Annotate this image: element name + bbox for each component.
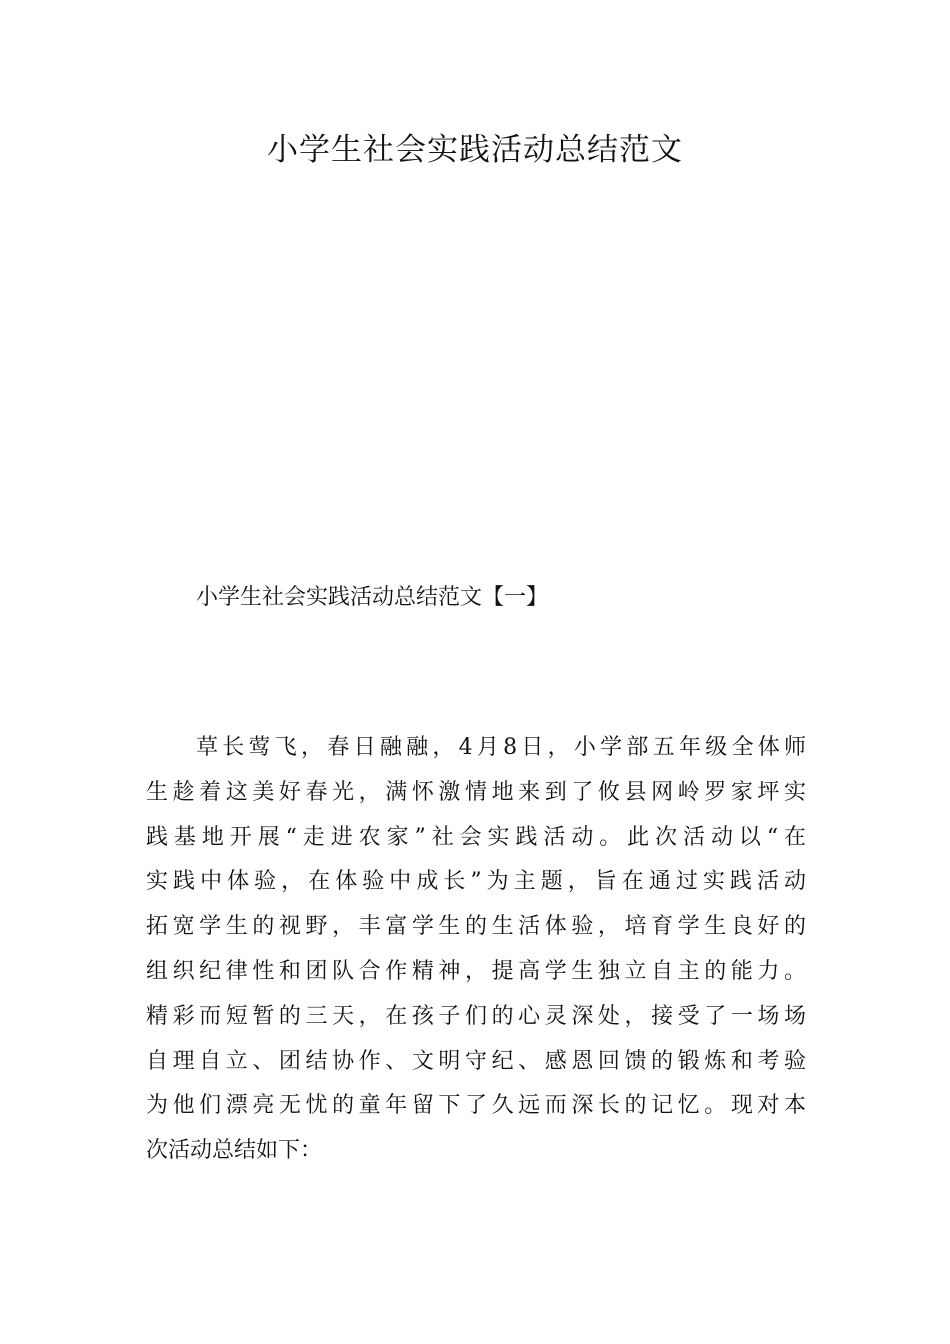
paragraph-line: 拓宽学生的视野，丰富学生的生活体验，培育学生良好的 (146, 914, 806, 940)
paragraph-line: 践基地开展“走进农家”社会实践活动。此次活动以“在 (146, 824, 806, 850)
paragraph-line: 实践中体验，在体验中成长”为主题，旨在通过实践活动 (146, 869, 806, 895)
paragraph-line: 为他们漂亮无忧的童年留下了久远而深长的记忆。现对本 (146, 1093, 806, 1119)
paragraph-line: 组织纪律性和团队合作精神，提高学生独立自主的能力。 (146, 958, 806, 984)
paragraph-line: 次活动总结如下： (146, 1138, 323, 1164)
document-title: 小学生社会实践活动总结范文 (267, 132, 683, 168)
paragraph-line: 草长莺飞，春日融融，4月8日，小学部五年级全体师 (196, 735, 806, 760)
body-paragraph (146, 726, 806, 1174)
paragraph-line: 自理自立、团结协作、文明守纪、感恩回馈的锻炼和考验 (146, 1048, 806, 1074)
paragraph-line: 生趁着这美好春光，满怀激情地来到了攸县网岭罗家坪实 (146, 779, 806, 805)
paragraph-line: 精彩而短暂的三天，在孩子们的心灵深处，接受了一场场 (146, 1003, 806, 1029)
section-heading: 小学生社会实践活动总结范文【一】 (196, 585, 549, 610)
